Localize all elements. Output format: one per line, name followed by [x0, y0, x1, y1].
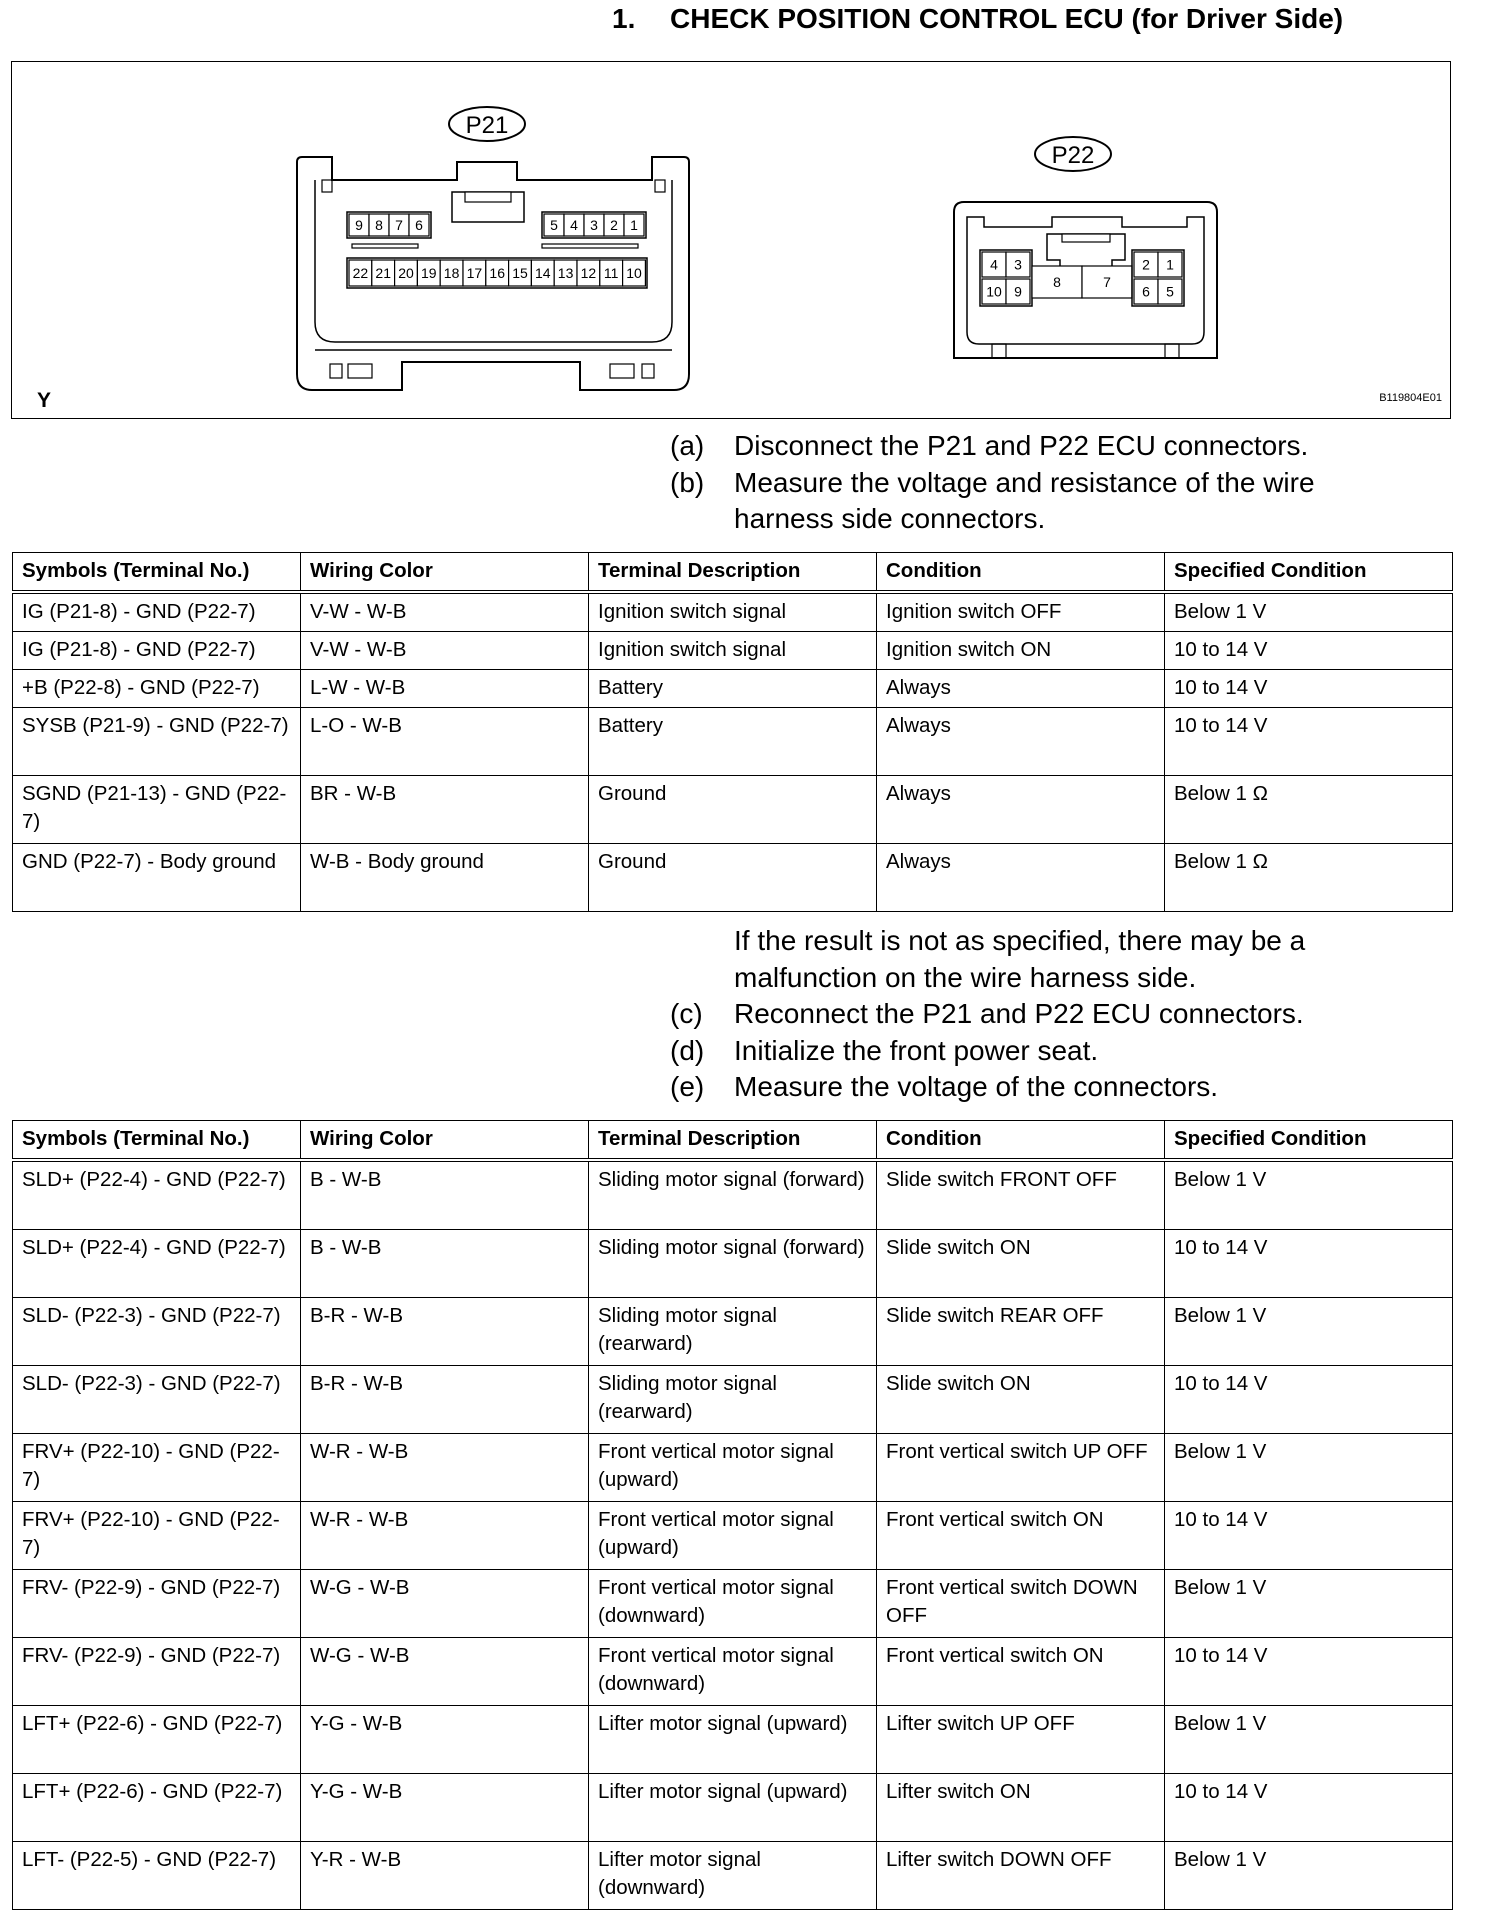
step-item	[670, 465, 1374, 538]
terminal-description-cell: Battery	[589, 670, 877, 708]
figure-code: B119804E01	[1379, 392, 1442, 404]
figure-corner-letter: Y	[37, 389, 52, 412]
pin-number: 5	[550, 217, 558, 233]
wiring-color-cell: Y-G - W-B	[301, 1774, 589, 1842]
wiring-color-cell: B - W-B	[301, 1160, 589, 1230]
terminal-description-cell: Sliding motor signal (forward)	[589, 1230, 877, 1298]
pin-number: 17	[466, 265, 483, 281]
pin-number: 20	[398, 265, 414, 281]
pin-number: 19	[421, 265, 437, 281]
pin-number: 3	[1014, 256, 1022, 273]
pin-number: 1	[1166, 256, 1174, 273]
table-row	[13, 670, 1453, 708]
condition-cell: Front vertical switch ON	[877, 1638, 1165, 1706]
spec-table-1	[12, 552, 1453, 912]
pin-number: 7	[1103, 274, 1111, 290]
p21-foot-2	[348, 364, 372, 378]
terminal-description-cell: Front vertical motor signal (upward)	[589, 1434, 877, 1502]
condition-cell: Ignition switch ON	[877, 632, 1165, 670]
section-title-text: CHECK POSITION CONTROL ECU (for Driver Side)	[670, 3, 1344, 34]
symbol-cell: IG (P21-8) - GND (P22-7)	[13, 632, 301, 670]
condition-cell: Always	[877, 670, 1165, 708]
condition-cell: Always	[877, 844, 1165, 912]
wiring-color-cell: Y-R - W-B	[301, 1842, 589, 1910]
table-row	[13, 1160, 1453, 1230]
specified-condition-cell: Below 1 V	[1165, 1298, 1453, 1366]
condition-cell: Slide switch ON	[877, 1230, 1165, 1298]
wiring-color-cell: W-G - W-B	[301, 1638, 589, 1706]
specified-condition-cell: Below 1 V	[1165, 1842, 1453, 1910]
symbol-cell: FRV- (P22-9) - GND (P22-7)	[13, 1570, 301, 1638]
specified-condition-cell: 10 to 14 V	[1165, 1230, 1453, 1298]
p22-label: P22	[1051, 142, 1095, 169]
specified-condition-cell: Below 1 V	[1165, 592, 1453, 632]
p21-guide-right	[655, 180, 665, 192]
p21-latch-tab	[465, 192, 511, 202]
symbol-cell: GND (P22-7) - Body ground	[13, 844, 301, 912]
condition-cell: Slide switch ON	[877, 1366, 1165, 1434]
step-text: Measure the voltage of the connectors.	[734, 1071, 1219, 1102]
step-item	[670, 1033, 1374, 1070]
table-row	[13, 1298, 1453, 1366]
table-row	[13, 1230, 1453, 1298]
condition-cell: Front vertical switch DOWN OFF	[877, 1570, 1165, 1638]
symbol-cell: SLD- (P22-3) - GND (P22-7)	[13, 1366, 301, 1434]
symbol-cell: SLD+ (P22-4) - GND (P22-7)	[13, 1230, 301, 1298]
table-row	[13, 1502, 1453, 1570]
condition-cell: Front vertical switch UP OFF	[877, 1434, 1165, 1502]
column-header: Condition	[877, 553, 1165, 593]
terminal-description-cell: Ignition switch signal	[589, 632, 877, 670]
condition-cell: Front vertical switch ON	[877, 1502, 1165, 1570]
pin-number: 11	[603, 265, 619, 281]
symbol-cell: IG (P21-8) - GND (P22-7)	[13, 592, 301, 632]
symbol-cell: SYSB (P21-9) - GND (P22-7)	[13, 708, 301, 776]
terminal-description-cell: Ground	[589, 844, 877, 912]
specified-condition-cell: 10 to 14 V	[1165, 670, 1453, 708]
pin-number: 8	[1053, 274, 1061, 290]
p21-label: P21	[465, 112, 509, 139]
specified-condition-cell: 10 to 14 V	[1165, 1502, 1453, 1570]
pin-number: 21	[375, 265, 391, 281]
table-row	[13, 1366, 1453, 1434]
condition-cell: Lifter switch ON	[877, 1774, 1165, 1842]
table-row	[13, 708, 1453, 776]
specified-condition-cell: Below 1 V	[1165, 1570, 1453, 1638]
pin-number: 12	[580, 265, 597, 281]
p21-guide-left	[322, 180, 332, 192]
result-note: If the result is not as specified, there may be a malfunction on the wire harness side.	[734, 925, 1306, 993]
step-item	[670, 996, 1374, 1033]
specified-condition-cell: Below 1 V	[1165, 1706, 1453, 1774]
pin-number: 16	[489, 265, 505, 281]
p21-foot-1	[330, 364, 342, 378]
table-row	[13, 1774, 1453, 1842]
terminal-description-cell: Lifter motor signal (upward)	[589, 1774, 877, 1842]
pin-number: 15	[512, 265, 528, 281]
step-text: Reconnect the P21 and P22 ECU connectors.	[734, 998, 1304, 1029]
table-row	[13, 1706, 1453, 1774]
table-row	[13, 1638, 1453, 1706]
column-header: Wiring Color	[301, 1121, 589, 1161]
section-title	[612, 0, 1343, 38]
p21-bar-right	[542, 244, 638, 248]
step-label: (e)	[670, 1071, 705, 1102]
pin-number: 7	[395, 217, 403, 233]
pin-number: 9	[355, 217, 363, 233]
specified-condition-cell: Below 1 V	[1165, 1160, 1453, 1230]
terminal-description-cell: Ignition switch signal	[589, 592, 877, 632]
pin-number: 5	[1166, 283, 1174, 300]
step-text: Measure the voltage and resistance of the wire harness side connectors.	[734, 466, 1315, 534]
symbol-cell: +B (P22-8) - GND (P22-7)	[13, 670, 301, 708]
condition-cell: Slide switch REAR OFF	[877, 1298, 1165, 1366]
symbol-cell: LFT+ (P22-6) - GND (P22-7)	[13, 1774, 301, 1842]
column-header: Wiring Color	[301, 553, 589, 593]
specified-condition-cell: 10 to 14 V	[1165, 708, 1453, 776]
p22-foot-right	[1165, 344, 1179, 358]
p21-pin-group	[347, 212, 647, 288]
step-item	[670, 1069, 1374, 1106]
step-text: Initialize the front power seat.	[734, 1034, 1099, 1066]
step-item	[670, 428, 1374, 465]
condition-cell: Lifter switch DOWN OFF	[877, 1842, 1165, 1910]
pin-number: 1	[630, 217, 638, 233]
specified-condition-cell: 10 to 14 V	[1165, 1774, 1453, 1842]
column-header: Specified Condition	[1165, 553, 1453, 593]
pin-number: 8	[375, 217, 383, 233]
column-header: Symbols (Terminal No.)	[13, 553, 301, 593]
terminal-description-cell: Sliding motor signal (rearward)	[589, 1366, 877, 1434]
terminal-description-cell: Lifter motor signal (downward)	[589, 1842, 877, 1910]
wiring-color-cell: B-R - W-B	[301, 1366, 589, 1434]
connector-figure	[11, 61, 1451, 419]
section-number: 1.	[612, 3, 636, 34]
specified-condition-cell: 10 to 14 V	[1165, 632, 1453, 670]
pin-number: 3	[590, 217, 598, 233]
symbol-cell: FRV+ (P22-10) - GND (P22-7)	[13, 1434, 301, 1502]
steps-a-b	[670, 428, 1374, 538]
pin-number: 14	[535, 265, 551, 281]
spec-table-2	[12, 1120, 1453, 1910]
wiring-color-cell: W-R - W-B	[301, 1434, 589, 1502]
pin-number: 13	[557, 265, 574, 281]
terminal-description-cell: Front vertical motor signal (downward)	[589, 1638, 877, 1706]
pin-number: 18	[443, 265, 460, 281]
wiring-color-cell: V-W - W-B	[301, 592, 589, 632]
terminal-description-cell: Sliding motor signal (rearward)	[589, 1298, 877, 1366]
wiring-color-cell: W-R - W-B	[301, 1502, 589, 1570]
step-label: (b)	[670, 466, 705, 498]
column-header: Condition	[877, 1121, 1165, 1161]
symbol-cell: SGND (P21-13) - GND (P22-7)	[13, 776, 301, 844]
pin-number: 10	[986, 283, 1002, 300]
symbol-cell: SLD- (P22-3) - GND (P22-7)	[13, 1298, 301, 1366]
terminal-description-cell: Front vertical motor signal (downward)	[589, 1570, 877, 1638]
terminal-description-cell: Sliding motor signal (forward)	[589, 1160, 877, 1230]
symbol-cell: LFT+ (P22-6) - GND (P22-7)	[13, 1706, 301, 1774]
pin-number: 10	[626, 265, 642, 281]
condition-cell: Ignition switch OFF	[877, 592, 1165, 632]
table-row	[13, 632, 1453, 670]
table-row	[13, 592, 1453, 632]
terminal-description-cell: Front vertical motor signal (upward)	[589, 1502, 877, 1570]
wiring-color-cell: V-W - W-B	[301, 632, 589, 670]
wiring-color-cell: Y-G - W-B	[301, 1706, 589, 1774]
terminal-description-cell: Battery	[589, 708, 877, 776]
p21-bar-left	[352, 244, 418, 248]
table-row	[13, 1842, 1453, 1910]
wiring-color-cell: BR - W-B	[301, 776, 589, 844]
symbol-cell: SLD+ (P22-4) - GND (P22-7)	[13, 1160, 301, 1230]
p22-latch-tab	[1062, 234, 1110, 242]
steps-c-e	[670, 923, 1374, 1106]
p21-foot-3	[610, 364, 634, 378]
terminal-description-cell: Ground	[589, 776, 877, 844]
condition-cell: Always	[877, 708, 1165, 776]
table-row	[13, 776, 1453, 844]
step-label: (c)	[670, 998, 703, 1029]
specified-condition-cell: 10 to 14 V	[1165, 1366, 1453, 1434]
condition-cell: Slide switch FRONT OFF	[877, 1160, 1165, 1230]
table-row	[13, 1570, 1453, 1638]
specified-condition-cell: Below 1 Ω	[1165, 844, 1453, 912]
symbol-cell: FRV+ (P22-10) - GND (P22-7)	[13, 1502, 301, 1570]
column-header: Terminal Description	[589, 553, 877, 593]
specified-condition-cell: Below 1 V	[1165, 1434, 1453, 1502]
pin-number: 9	[1014, 283, 1022, 300]
terminal-description-cell: Lifter motor signal (upward)	[589, 1706, 877, 1774]
wiring-color-cell: L-O - W-B	[301, 708, 589, 776]
table-row	[13, 1434, 1453, 1502]
pin-number: 22	[352, 265, 369, 281]
wiring-color-cell: B - W-B	[301, 1230, 589, 1298]
step-label: (d)	[670, 1034, 705, 1066]
p21-foot-4	[642, 364, 654, 378]
specified-condition-cell: Below 1 Ω	[1165, 776, 1453, 844]
p22-foot-left	[992, 344, 1006, 358]
pin-number: 2	[610, 217, 618, 233]
condition-cell: Always	[877, 776, 1165, 844]
pin-number: 6	[415, 217, 423, 233]
table-header-row	[13, 553, 1453, 593]
symbol-cell: FRV- (P22-9) - GND (P22-7)	[13, 1638, 301, 1706]
wiring-color-cell: W-G - W-B	[301, 1570, 589, 1638]
table-header-row	[13, 1121, 1453, 1161]
column-header: Symbols (Terminal No.)	[13, 1121, 301, 1161]
table-row	[13, 844, 1453, 912]
connector-diagram	[12, 62, 1452, 420]
column-header: Specified Condition	[1165, 1121, 1453, 1161]
wiring-color-cell: W-B - Body ground	[301, 844, 589, 912]
step-text: Disconnect the P21 and P22 ECU connectors.	[734, 430, 1309, 461]
pin-number: 4	[570, 217, 578, 233]
pin-number: 6	[1142, 283, 1150, 300]
pin-number: 2	[1142, 256, 1150, 273]
wiring-color-cell: B-R - W-B	[301, 1298, 589, 1366]
condition-cell: Lifter switch UP OFF	[877, 1706, 1165, 1774]
wiring-color-cell: L-W - W-B	[301, 670, 589, 708]
specified-condition-cell: 10 to 14 V	[1165, 1638, 1453, 1706]
column-header: Terminal Description	[589, 1121, 877, 1161]
symbol-cell: LFT- (P22-5) - GND (P22-7)	[13, 1842, 301, 1910]
step-label: (a)	[670, 430, 705, 461]
pin-number: 4	[990, 256, 998, 273]
